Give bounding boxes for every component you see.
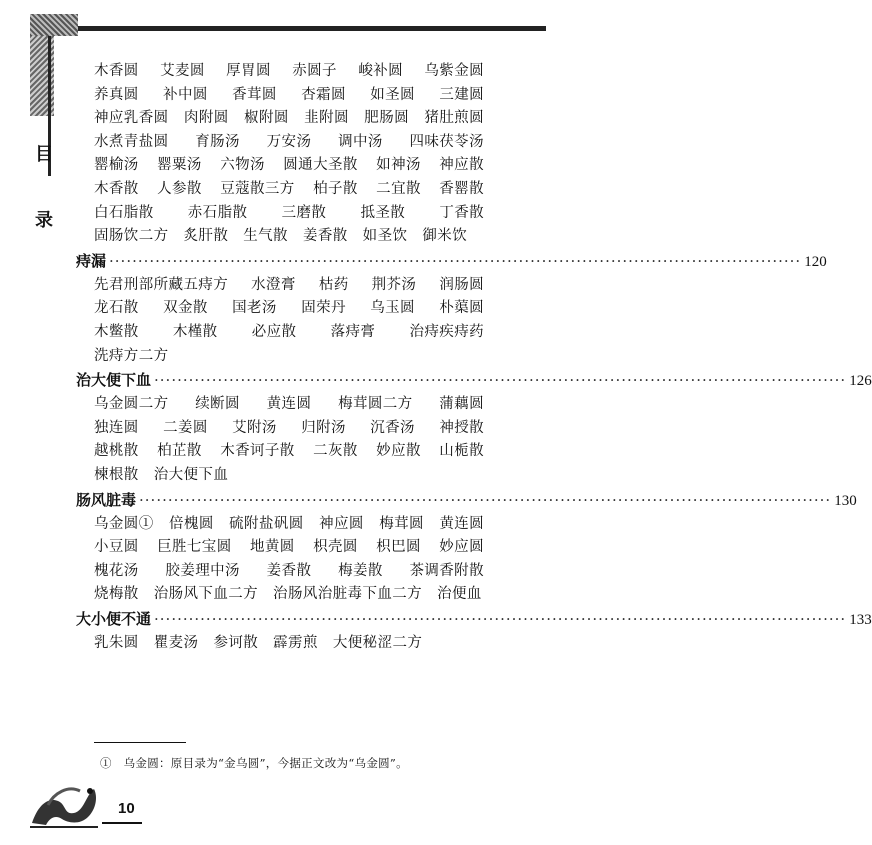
- toc-subentry[interactable]: 如圣圆: [370, 86, 415, 103]
- toc-subentry[interactable]: 治肠风治脏毒下血二方: [273, 586, 423, 603]
- toc-subentry[interactable]: 神授散: [439, 419, 485, 436]
- toc-subentry[interactable]: 治痔疾痔药: [409, 323, 484, 340]
- toc-subentry[interactable]: 韭附圆: [304, 110, 349, 127]
- toc-heading-title: 痔漏: [76, 251, 107, 270]
- toc-subentry[interactable]: 越桃散: [94, 443, 139, 460]
- toc-subentry[interactable]: 妙应圆: [439, 539, 484, 556]
- toc-subentry[interactable]: 乌金圆二方: [94, 396, 169, 413]
- toc-subentries: [94, 513, 494, 607]
- toc-subentry[interactable]: 荆芥汤: [371, 276, 417, 293]
- table-of-contents: [76, 60, 872, 655]
- toc-subentry[interactable]: 椒附圆: [244, 110, 289, 127]
- footnote-divider: [94, 742, 186, 743]
- toc-subentry[interactable]: 归附汤: [301, 419, 346, 436]
- toc-subentry[interactable]: 丁香散: [439, 204, 485, 221]
- toc-subentry[interactable]: 梅茸圆二方: [338, 396, 413, 413]
- toc-subentry[interactable]: 乌玉圆: [370, 300, 415, 317]
- corner-ornament: [30, 14, 78, 36]
- toc-subentry[interactable]: 必应散: [251, 323, 297, 340]
- toc-subentry[interactable]: 万安汤: [266, 133, 312, 150]
- toc-subentry[interactable]: 罂粟汤: [157, 157, 202, 174]
- toc-subentry[interactable]: 艾麦圆: [160, 63, 205, 79]
- page-number-underline: [102, 822, 142, 824]
- toc-subentries: [94, 393, 494, 487]
- toc-heading-row[interactable]: [76, 607, 872, 632]
- toc-subentry[interactable]: 如神汤: [376, 157, 421, 174]
- toc-subentry[interactable]: 调中汤: [338, 133, 383, 150]
- toc-subentry[interactable]: 木香散: [94, 180, 139, 197]
- toc-subentry[interactable]: 神应乳香圆: [94, 110, 169, 127]
- toc-subentry[interactable]: 梅茸圆: [379, 515, 424, 532]
- toc-subentry[interactable]: 三磨散: [281, 204, 327, 221]
- toc-subentry[interactable]: 人参散: [157, 180, 202, 197]
- dragon-ornament-icon: [28, 775, 100, 830]
- toc-subentry[interactable]: 柏芷散: [157, 443, 202, 460]
- toc-subentry[interactable]: 香茸圆: [232, 86, 277, 103]
- toc-subentry[interactable]: 豆蔻散三方: [220, 180, 295, 197]
- toc-subentry[interactable]: 枳巴圆: [376, 539, 421, 556]
- toc-subentries: [94, 60, 494, 249]
- toc-subentry[interactable]: 柏子散: [313, 180, 358, 197]
- toc-subentry[interactable]: 治大便下血: [153, 466, 229, 483]
- toc-subentry[interactable]: 姜香散: [302, 228, 348, 245]
- toc-subentry[interactable]: 水澄膏: [251, 276, 296, 293]
- toc-subentry[interactable]: 猪肚煎圆: [424, 110, 485, 127]
- toc-subentry[interactable]: 三建圆: [439, 86, 485, 103]
- toc-subentry[interactable]: 艾附汤: [232, 419, 277, 436]
- toc-leader-dots: ························································································································: [154, 371, 847, 390]
- toc-subentry[interactable]: 枳壳圆: [313, 539, 358, 556]
- toc-subentry[interactable]: 槐花汤: [94, 562, 139, 579]
- toc-subentry[interactable]: 木香诃子散: [220, 443, 295, 460]
- toc-subentry[interactable]: 国老汤: [232, 300, 277, 317]
- toc-subentry[interactable]: 妙应散: [376, 443, 421, 460]
- toc-subentry[interactable]: 生气散: [243, 228, 288, 245]
- toc-leader-dots: ························································································································: [139, 490, 832, 509]
- toc-leader-dots: ························································································································: [154, 609, 847, 628]
- toc-subentry[interactable]: 木鳖散: [94, 323, 139, 340]
- toc-subentry[interactable]: 罂榆汤: [94, 157, 139, 174]
- toc-page-number: 133: [849, 611, 872, 628]
- toc-subentry[interactable]: 肥肠圆: [364, 110, 409, 127]
- toc-subentry[interactable]: 沉香汤: [370, 419, 415, 436]
- toc-subentry[interactable]: 神应圆: [319, 515, 364, 532]
- toc-subentry[interactable]: 山栀散: [439, 443, 484, 460]
- toc-heading-row[interactable]: [76, 249, 827, 274]
- toc-subentry[interactable]: 木槿散: [172, 323, 218, 340]
- toc-subentry[interactable]: 育肠汤: [195, 133, 240, 150]
- toc-subentry[interactable]: 小豆圆: [94, 539, 139, 556]
- toc-subentry[interactable]: 治肠风下血二方: [153, 586, 259, 603]
- toc-subentry[interactable]: 倍槐圆: [169, 515, 214, 532]
- toc-subentry[interactable]: 枯药: [318, 276, 349, 293]
- toc-leader-dots: ························································································································: [109, 251, 802, 270]
- toc-subentry[interactable]: 固肠饮二方: [94, 228, 169, 245]
- toc-subentries: [94, 274, 494, 368]
- toc-page-number: 120: [804, 253, 827, 270]
- toc-subentry[interactable]: 厚胃圆: [226, 63, 271, 79]
- toc-heading-row[interactable]: [76, 488, 857, 513]
- toc-subentry[interactable]: 四味茯苓汤: [409, 133, 484, 150]
- toc-subentry[interactable]: 双金散: [163, 300, 208, 317]
- toc-subentry[interactable]: 先君刑部所藏五痔方: [94, 276, 229, 293]
- toc-subentry[interactable]: 茶调香附散: [409, 562, 484, 579]
- toc-subentry[interactable]: 续断圆: [195, 396, 240, 413]
- toc-subentry[interactable]: 六物汤: [220, 157, 265, 174]
- toc-subentry[interactable]: 瞿麦汤: [153, 634, 199, 651]
- toc-subentry[interactable]: 乌金圆①: [94, 515, 154, 532]
- toc-subentry[interactable]: 乳朱圆: [94, 634, 139, 651]
- toc-subentry[interactable]: 如圣饮: [362, 228, 408, 245]
- toc-subentry[interactable]: 乌紫金圆: [424, 63, 484, 79]
- toc-subentry[interactable]: 楝根散: [94, 466, 139, 483]
- toc-subentry[interactable]: 独连圆: [94, 419, 139, 436]
- toc-subentry[interactable]: 蒲藕圆: [439, 396, 484, 413]
- toc-heading-title: 肠风脏毒: [76, 490, 137, 509]
- toc-subentry[interactable]: 木香圆: [94, 63, 139, 79]
- side-title-char-1: 目: [35, 144, 53, 165]
- toc-subentry[interactable]: 峻补圆: [358, 63, 404, 79]
- side-title-char-2: 录: [35, 210, 53, 231]
- toc-subentry[interactable]: 硫附盐矾圆: [229, 515, 304, 532]
- toc-subentry[interactable]: 二姜圆: [163, 419, 208, 436]
- toc-subentry[interactable]: 御米饮: [422, 228, 468, 245]
- toc-subentry[interactable]: 杏霜圆: [301, 86, 346, 103]
- toc-subentry[interactable]: 黄连圆: [266, 396, 312, 413]
- toc-subentry[interactable]: 二宜散: [376, 180, 421, 197]
- toc-subentry[interactable]: 地黄圆: [249, 539, 295, 556]
- toc-subentry[interactable]: 黄连圆: [439, 515, 485, 532]
- toc-subentry[interactable]: 烧梅散: [94, 586, 139, 603]
- toc-subentry[interactable]: 肉附圆: [183, 110, 229, 127]
- toc-subentry[interactable]: 养真圆: [94, 86, 139, 103]
- toc-subentry[interactable]: 大便秘涩二方: [332, 634, 423, 651]
- footnote: ① 乌金圆：原目录为“金乌圆”，今据正文改为“乌金圆”。: [100, 756, 408, 770]
- toc-subentry[interactable]: 固荣丹: [301, 300, 346, 317]
- toc-subentry[interactable]: 赤石脂散: [187, 204, 248, 221]
- toc-subentry[interactable]: 落痔膏: [330, 323, 376, 340]
- toc-subentry[interactable]: 梅姜散: [338, 562, 383, 579]
- toc-subentry[interactable]: 香罂散: [439, 180, 484, 197]
- toc-heading-title: 大小便不通: [76, 609, 152, 628]
- toc-subentry[interactable]: 参诃散: [213, 634, 259, 651]
- toc-subentry[interactable]: 姜香散: [266, 562, 312, 579]
- toc-subentry[interactable]: 神应散: [439, 157, 484, 174]
- toc-subentry[interactable]: 胶姜理中汤: [165, 562, 240, 579]
- toc-page-number: 126: [849, 373, 872, 390]
- toc-subentry[interactable]: 洗痔方二方: [94, 347, 169, 364]
- toc-subentries: [94, 632, 494, 656]
- toc-subentry[interactable]: 治便血: [437, 586, 482, 603]
- page-number: 10: [118, 800, 135, 817]
- toc-page-number: 130: [834, 492, 857, 509]
- toc-subentry[interactable]: 龙石散: [94, 300, 139, 317]
- toc-subentry[interactable]: 赤圆子: [292, 63, 337, 79]
- toc-subentry[interactable]: 朴蕖圆: [439, 300, 485, 317]
- toc-subentry[interactable]: 补中圆: [163, 86, 208, 103]
- toc-subentry[interactable]: 水煮青盐圆: [94, 133, 169, 150]
- toc-subentry[interactable]: 圆通大圣散: [283, 157, 358, 174]
- toc-subentry[interactable]: 巨胜七宝圆: [157, 539, 232, 556]
- toc-subentry[interactable]: 白石脂散: [94, 204, 154, 221]
- toc-subentry[interactable]: 抵圣散: [360, 204, 406, 221]
- toc-subentry[interactable]: 二灰散: [313, 443, 358, 460]
- toc-subentry[interactable]: 炙肝散: [183, 228, 229, 245]
- toc-heading-row[interactable]: [76, 368, 872, 393]
- top-border-rule: [78, 26, 546, 31]
- toc-subentry[interactable]: 霹雳煎: [273, 634, 318, 651]
- toc-subentry[interactable]: 润肠圆: [439, 276, 485, 293]
- toc-heading-title: 治大便下血: [76, 371, 152, 390]
